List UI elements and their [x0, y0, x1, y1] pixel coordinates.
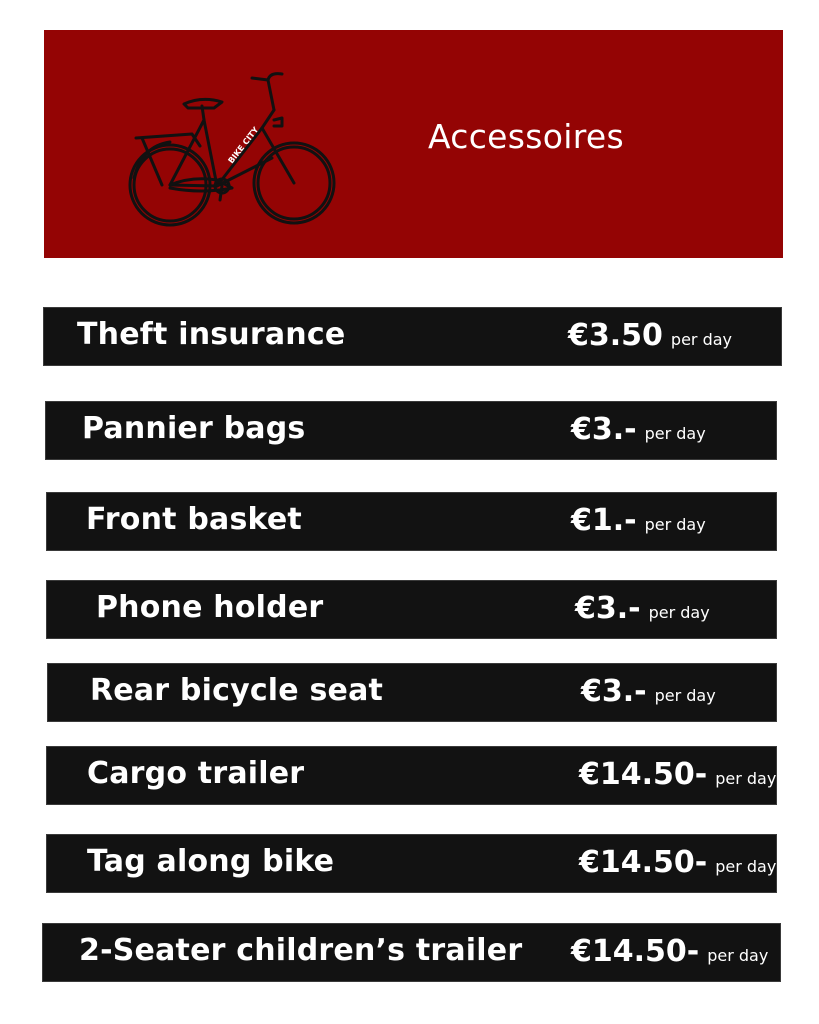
price-amount: €1.- [571, 503, 637, 538]
price-unit: per day [715, 857, 777, 876]
item-price [571, 934, 768, 969]
list-item [45, 401, 777, 460]
list-item [46, 746, 777, 805]
item-price [581, 674, 716, 709]
item-price [579, 845, 776, 880]
item-name: Phone holder [96, 590, 324, 625]
price-amount: €3.- [581, 674, 647, 709]
list-item [46, 492, 777, 551]
svg-text:BIKE CITY: BIKE CITY [226, 125, 261, 166]
price-amount: €14.50- [579, 845, 708, 880]
price-unit: per day [644, 424, 706, 443]
item-price [568, 318, 732, 353]
item-name: Cargo trailer [87, 756, 305, 791]
list-item [42, 923, 781, 982]
price-amount: €3.- [571, 412, 637, 447]
item-price [575, 591, 710, 626]
price-amount: €14.50- [579, 757, 708, 792]
item-price [579, 757, 776, 792]
price-amount: €3.- [575, 591, 641, 626]
item-name: Front basket [86, 502, 302, 537]
bicycle-icon [122, 68, 344, 228]
item-name: Tag along bike [87, 844, 335, 879]
price-unit: per day [670, 330, 732, 349]
item-name: Pannier bags [82, 411, 306, 446]
item-name: 2-Seater children’s trailer [79, 933, 523, 968]
price-unit: per day [707, 946, 769, 965]
header-banner [44, 30, 783, 258]
list-item [46, 834, 777, 893]
item-price [571, 503, 706, 538]
list-item [43, 307, 782, 366]
price-unit: per day [648, 603, 710, 622]
price-unit: per day [644, 515, 706, 534]
item-name: Rear bicycle seat [90, 673, 384, 708]
item-price [571, 412, 706, 447]
price-amount: €14.50- [571, 934, 700, 969]
price-amount: €3.50 [568, 318, 663, 353]
price-unit: per day [715, 769, 777, 788]
price-unit: per day [654, 686, 716, 705]
list-item [46, 580, 777, 639]
item-name: Theft insurance [77, 317, 346, 352]
list-item [47, 663, 777, 722]
page-title: Accessoires [428, 117, 624, 156]
